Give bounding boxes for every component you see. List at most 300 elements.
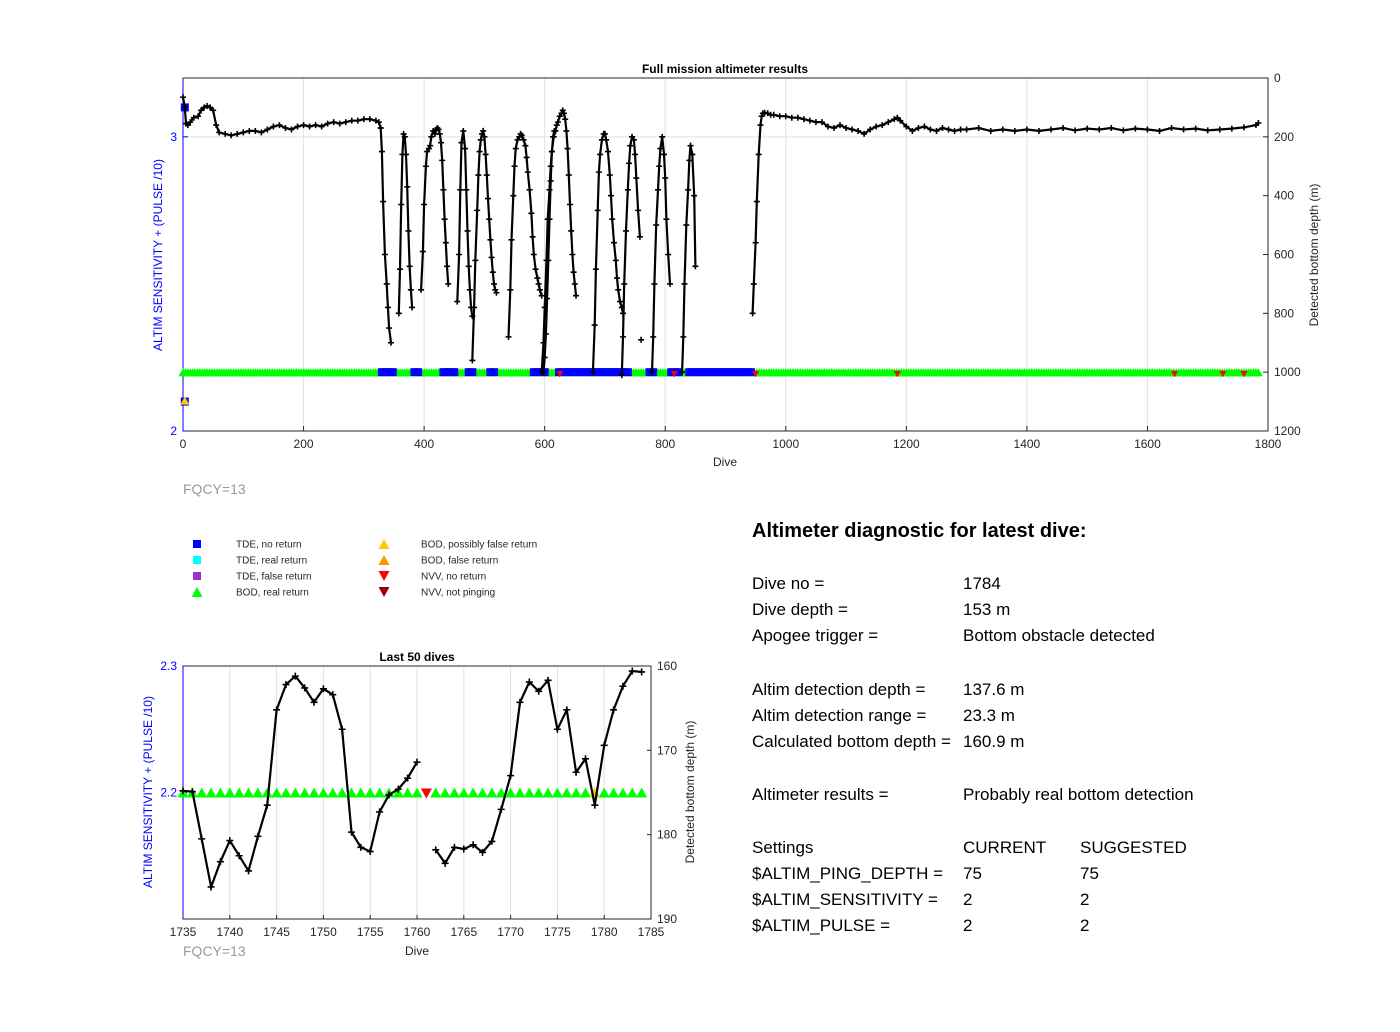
bod-real-return-marker	[402, 788, 413, 798]
bottom-depth-point	[653, 222, 659, 228]
bottom-depth-point	[420, 249, 426, 255]
diagnostic-key: Dive depth =	[752, 600, 848, 619]
bottom-depth-point	[617, 299, 623, 305]
bod-real-return-marker	[486, 788, 497, 798]
top-x-tick-label: 1000	[772, 437, 800, 451]
diagnostic-key: Dive no =	[752, 574, 825, 593]
bottom-depth-point	[384, 281, 390, 287]
bottom-depth-point	[662, 175, 668, 181]
bottom-depth-point	[273, 706, 280, 713]
bottom-depth-point	[493, 290, 499, 296]
bottom-depth-point	[807, 118, 813, 124]
bottom-depth-point	[682, 281, 688, 287]
bottom-depth-point	[1157, 128, 1163, 134]
bottom-depth-point	[753, 240, 759, 246]
bottom-depth-line	[509, 134, 542, 337]
diagnostic-suggested-value: SUGGESTED	[1080, 838, 1187, 857]
top-x-tick-label: 800	[655, 437, 676, 451]
bod-real-return-marker	[608, 788, 619, 798]
bottom-depth-point	[240, 129, 246, 135]
bottom-depth-point	[563, 706, 570, 713]
bottom-depth-point	[813, 119, 819, 125]
bottom-depth-point	[692, 263, 698, 269]
bottom-y-right-label: Detected bottom depth (m)	[683, 720, 697, 864]
top-ticks	[170, 71, 1301, 451]
bottom-depth-point	[349, 118, 355, 124]
bottom-depth-line	[472, 131, 496, 361]
bottom-depth-line	[753, 113, 1259, 314]
top-y-right-tick-label: 1000	[1274, 365, 1301, 380]
bottom-depth-point	[343, 119, 349, 125]
bottom-depth-point	[491, 281, 497, 287]
bottom-depth-point	[522, 143, 528, 149]
bottom-depth-point	[485, 196, 491, 202]
diagnostic-row	[752, 680, 1312, 702]
bottom-depth-point	[407, 263, 413, 269]
legend-marker	[379, 555, 390, 565]
bottom-depth-point	[958, 126, 964, 132]
bottom-depth-point	[608, 193, 614, 199]
bod-real-return-marker	[309, 788, 320, 798]
bottom-depth-point	[445, 281, 451, 287]
tde-no-return-marker	[468, 368, 476, 376]
bottom-depth-point	[603, 137, 609, 143]
bottom-depth-point	[549, 149, 555, 155]
bottom-depth-point	[403, 151, 409, 157]
bottom-depth-point	[331, 119, 337, 125]
bottom-depth-point	[607, 172, 613, 178]
tde-no-return-marker	[389, 368, 397, 376]
bod-real-return-marker	[318, 788, 329, 798]
bottom-depth-point	[952, 128, 958, 134]
bod-real-return-marker	[252, 788, 263, 798]
bottom-depth-point	[444, 263, 450, 269]
bottom-depth-point	[507, 287, 513, 293]
bottom-depth-point	[382, 252, 388, 258]
bottom-depth-point	[555, 119, 561, 125]
bottom-depth-point	[777, 113, 783, 119]
bottom-depth-line	[399, 134, 412, 313]
bottom-depth-point	[554, 726, 561, 733]
bod-real-return-marker	[440, 788, 451, 798]
diagnostic-row	[752, 864, 1312, 886]
top-y-right-tick-label: 200	[1274, 129, 1295, 144]
bottom-depth-point	[1144, 126, 1150, 132]
bottom-x-tick-label: 1735	[169, 925, 197, 939]
bod-real-return-marker	[196, 788, 207, 798]
bottom-depth-point	[620, 334, 626, 340]
top-y-right-label: Detected bottom depth (m)	[1307, 183, 1321, 327]
bottom-depth-point	[605, 149, 611, 155]
bottom-depth-point	[313, 122, 319, 128]
bottom-depth-point	[510, 193, 516, 199]
bod-real-return-marker	[206, 788, 217, 798]
bottom-depth-point	[467, 287, 473, 293]
bottom-depth-point	[524, 154, 530, 160]
diagnostic-key: Calculated bottom depth =	[752, 732, 951, 751]
bottom-depth-point	[757, 122, 763, 128]
bottom-depth-point	[625, 187, 631, 193]
bod-real-return-marker	[299, 788, 310, 798]
bottom-x-tick-label: 1750	[310, 925, 337, 939]
bottom-depth-point	[469, 357, 475, 363]
bottom-depth-point	[397, 266, 403, 272]
bottom-depth-point	[683, 222, 689, 228]
top-x-tick-label: 1800	[1254, 437, 1282, 451]
bottom-depth-point	[339, 726, 346, 733]
bottom-depth-point	[379, 149, 385, 155]
bottom-depth-point	[613, 257, 619, 263]
bod-real-return-marker	[365, 788, 376, 798]
legend-label: BOD, real return	[236, 587, 309, 599]
bottom-depth-point	[771, 112, 777, 118]
bottom-y-right-tick-label: 180	[657, 827, 678, 842]
legend-marker	[193, 556, 201, 564]
bottom-depth-point	[530, 234, 536, 240]
top-x-tick-label: 400	[414, 437, 435, 451]
bottom-x-tick-label: 1780	[590, 925, 618, 939]
bottom-depth-point	[208, 883, 215, 890]
bottom-depth-point	[534, 275, 540, 281]
top-fqcy-note: FQCY=13	[183, 481, 246, 497]
diagnostic-row	[752, 890, 1312, 912]
diagnostic-row	[752, 706, 1312, 728]
bod-real-return-marker	[430, 788, 441, 798]
bottom-depth-point	[457, 187, 463, 193]
bottom-depth-point	[512, 163, 518, 169]
top-grid	[183, 78, 1268, 431]
bottom-y-right-tick-label: 190	[657, 912, 678, 926]
bottom-depth-point	[638, 668, 645, 675]
bottom-depth-line	[183, 97, 381, 135]
bottom-depth-point	[1120, 127, 1126, 133]
bottom-depth-point	[439, 157, 445, 163]
bottom-depth-point	[443, 240, 449, 246]
top-y-right-tick-label: 1200	[1274, 424, 1301, 438]
bottom-depth-point	[386, 325, 392, 331]
diagnostic-header: Altimeter diagnostic for latest dive:	[752, 520, 1087, 542]
bottom-depth-line	[381, 128, 391, 343]
diagnostic-value: 2	[963, 916, 973, 935]
bottom-depth-point	[1048, 126, 1054, 132]
bottom-depth-point	[592, 322, 598, 328]
bottom-depth-point	[1060, 125, 1066, 131]
bottom-depth-point	[405, 228, 411, 234]
bottom-depth-point	[655, 187, 661, 193]
diagnostic-key: Altim detection depth =	[752, 680, 926, 699]
bottom-depth-point	[367, 848, 374, 855]
bottom-depth-point	[525, 169, 531, 175]
bottom-depth-point	[789, 115, 795, 121]
nvv-no-return-marker	[421, 789, 432, 799]
bottom-depth-point	[1036, 128, 1042, 134]
top-x-tick-label: 1200	[892, 437, 920, 451]
top-x-tick-label: 600	[534, 437, 555, 451]
bottom-depth-point	[1205, 127, 1211, 133]
bottom-depth-point	[566, 172, 572, 178]
top-x-tick-label: 200	[293, 437, 314, 451]
bottom-depth-point	[198, 835, 205, 842]
bottom-depth-point	[355, 118, 361, 124]
bottom-depth-point	[516, 699, 523, 706]
bottom-depth-point	[396, 310, 402, 316]
bottom-depth-point	[427, 143, 433, 149]
bottom-x-tick-label: 1740	[216, 925, 244, 939]
bod-real-return-marker	[477, 788, 488, 798]
bottom-depth-point	[536, 281, 542, 287]
bod-real-return-marker	[374, 788, 385, 798]
bottom-depth-point	[484, 172, 490, 178]
bottom-depth-point	[307, 124, 313, 130]
bottom-y-left-tick-label: 2.3	[160, 659, 177, 673]
bottom-depth-point	[528, 210, 534, 216]
bottom-depth-point	[487, 237, 493, 243]
bottom-depth-point	[480, 128, 486, 134]
bottom-x-tick-label: 1760	[403, 925, 431, 939]
bottom-depth-point	[663, 216, 669, 222]
bottom-marks	[178, 668, 648, 891]
legend-marker	[193, 572, 201, 580]
bottom-depth-point	[506, 334, 512, 340]
bod-real-return-marker	[234, 788, 245, 798]
bottom-depth-point	[301, 122, 307, 128]
bottom-depth-point	[537, 287, 543, 293]
bod-real-return-marker	[327, 788, 338, 798]
bod-real-return-marker	[636, 788, 647, 798]
bottom-depth-point	[554, 122, 560, 128]
bod-real-return-marker	[355, 788, 366, 798]
bottom-y-left-label: ALTIM SENSITIVITY + (PULSE /10)	[141, 696, 155, 888]
bottom-depth-point	[490, 269, 496, 275]
bottom-depth-point	[615, 287, 621, 293]
diagnostic-key: Apogee trigger =	[752, 626, 879, 645]
bod-real-return-marker	[271, 788, 282, 798]
bottom-depth-point	[596, 169, 602, 175]
bottom-depth-point	[849, 126, 855, 132]
diagnostic-suggested-value: 75	[1080, 864, 1099, 883]
bottom-depth-point	[1000, 126, 1006, 132]
diagnostic-key: $ALTIM_PULSE =	[752, 916, 891, 935]
bod-real-return-marker	[215, 788, 226, 798]
diagnostic-key: Settings	[752, 838, 814, 857]
bottom-depth-point	[527, 187, 533, 193]
bottom-depth-point	[548, 178, 554, 184]
bottom-depth-point	[465, 228, 471, 234]
bottom-depth-point	[635, 207, 641, 213]
bottom-depth-point	[610, 706, 617, 713]
bod-real-return-marker	[627, 788, 638, 798]
bottom-depth-point	[440, 187, 446, 193]
bottom-depth-line	[436, 671, 642, 863]
diagnostic-key: $ALTIM_SENSITIVITY =	[752, 890, 938, 909]
bottom-depth-point	[222, 131, 228, 137]
bottom-depth-point	[750, 310, 756, 316]
bottom-depth-line	[183, 676, 417, 887]
bottom-depth-point	[627, 143, 633, 149]
bottom-depth-point	[180, 94, 186, 100]
last-50-dives-chart	[141, 650, 697, 959]
bottom-depth-point	[609, 216, 615, 222]
bottom-depth-point	[513, 146, 519, 152]
bottom-depth-point	[691, 193, 697, 199]
diagnostic-value: 1784	[963, 574, 1001, 593]
bottom-y-right-tick-label: 170	[657, 743, 678, 758]
bottom-depth-point	[560, 107, 566, 113]
diagnostic-row	[752, 626, 1312, 648]
bod-real-return-marker	[337, 788, 348, 798]
bottom-depth-point	[562, 116, 568, 122]
bottom-depth-point	[601, 742, 608, 749]
bod-real-return-marker	[280, 788, 291, 798]
bottom-y-left-tick-label: 2.2	[160, 785, 177, 800]
bod-real-return-marker	[412, 788, 423, 798]
bottom-depth-point	[398, 201, 404, 207]
bottom-depth-point	[437, 131, 443, 137]
bottom-depth-point	[665, 252, 671, 258]
bottom-x-tick-label: 1755	[356, 925, 384, 939]
bottom-depth-point	[388, 340, 394, 346]
diagnostic-panel	[752, 520, 1352, 950]
bottom-depth-point	[1132, 126, 1138, 132]
bottom-depth-point	[462, 146, 468, 152]
bottom-depth-point	[964, 126, 970, 132]
bod-real-return-marker	[599, 788, 610, 798]
top-y-left-tick-label: 3	[170, 129, 177, 144]
bottom-depth-point	[751, 281, 757, 287]
bottom-depth-point	[623, 228, 629, 234]
tde-no-return-marker	[450, 368, 458, 376]
bottom-depth-point	[460, 128, 466, 134]
bottom-depth-point	[216, 129, 222, 135]
bottom-x-axis-label: Dive	[404, 944, 430, 958]
legend	[192, 539, 538, 598]
bottom-depth-point	[228, 132, 234, 138]
diagnostic-key: $ALTIM_PING_DEPTH =	[752, 864, 943, 883]
legend-marker	[192, 587, 203, 597]
legend-label: NVV, not pinging	[421, 587, 496, 599]
top-x-tick-label: 0	[179, 437, 187, 451]
bottom-depth-point	[456, 252, 462, 258]
top-x-tick-label: 1600	[1134, 437, 1161, 451]
bottom-depth-point	[401, 131, 407, 137]
bod-real-return-marker	[290, 788, 301, 798]
bottom-depth-point	[597, 151, 603, 157]
diagnostic-row	[752, 916, 1312, 938]
bottom-depth-point	[659, 134, 665, 140]
bottom-depth-point	[438, 140, 444, 146]
top-y-left-tick-label: 2	[170, 424, 177, 438]
legend-marker	[379, 571, 390, 581]
bottom-depth-point	[1108, 125, 1114, 131]
bottom-depth-point	[633, 175, 639, 181]
bod-real-return-marker	[617, 788, 628, 798]
bod-real-return-marker	[524, 788, 535, 798]
bottom-depth-point	[667, 281, 673, 287]
bottom-depth-point	[442, 216, 448, 222]
bottom-depth-point	[463, 187, 469, 193]
bottom-depth-point	[1229, 126, 1235, 132]
top-y-right-tick-label: 0	[1274, 71, 1281, 85]
bottom-depth-point	[385, 304, 391, 310]
top-y-right-tick-label: 400	[1274, 188, 1295, 203]
bod-real-return-marker	[514, 788, 525, 798]
legend-marker	[379, 539, 390, 549]
top-marks	[179, 94, 1263, 405]
diagnostic-row	[752, 732, 1312, 754]
diagnostic-row	[752, 838, 1312, 860]
bottom-depth-point	[946, 126, 952, 132]
legend-label: NVV, no return	[421, 571, 487, 583]
bottom-depth-point	[650, 334, 656, 340]
bottom-depth-line	[622, 137, 640, 375]
bottom-depth-point	[234, 131, 240, 137]
bottom-depth-point	[611, 240, 617, 246]
legend-marker	[379, 587, 390, 597]
bottom-depth-point	[651, 281, 657, 287]
diagnostic-value: 75	[963, 864, 982, 883]
bottom-depth-point	[976, 125, 982, 131]
bottom-depth-point	[1024, 126, 1030, 132]
bottom-depth-point	[531, 252, 537, 258]
bottom-depth-point	[404, 184, 410, 190]
diagnostic-value: 153 m	[963, 600, 1011, 619]
top-y-right-tick-label: 800	[1274, 306, 1295, 321]
bod-real-return-marker	[533, 788, 544, 798]
diagnostic-row	[752, 600, 1312, 622]
bottom-depth-point	[685, 187, 691, 193]
diagnostic-value: 23.3 m	[963, 706, 1015, 725]
bottom-depth-point	[454, 299, 460, 305]
diagnostic-value: CURRENT	[963, 838, 1047, 857]
bottom-depth-point	[507, 772, 514, 779]
bottom-depth-point	[621, 281, 627, 287]
bottom-x-tick-label: 1765	[450, 925, 478, 939]
bottom-depth-point	[680, 334, 686, 340]
bod-real-return-marker	[543, 788, 554, 798]
bottom-depth-point	[569, 252, 575, 258]
bottom-depth-point	[428, 134, 434, 140]
legend-label: BOD, false return	[421, 555, 499, 567]
bottom-depth-point	[509, 237, 515, 243]
bottom-depth-point	[626, 160, 632, 166]
top-plot-frame	[183, 78, 1268, 431]
bottom-depth-point	[637, 234, 643, 240]
bottom-depth-point	[533, 266, 539, 272]
legend-label: TDE, real return	[236, 555, 308, 567]
bottom-depth-point	[474, 207, 480, 213]
bottom-depth-point	[421, 201, 427, 207]
bottom-depth-point	[408, 287, 414, 293]
bottom-depth-point	[466, 263, 472, 269]
bottom-depth-point	[573, 293, 579, 299]
bottom-depth-point	[1096, 126, 1102, 132]
bottom-depth-point	[563, 128, 569, 134]
bottom-depth-point	[1193, 126, 1199, 132]
bottom-depth-point	[614, 275, 620, 281]
bottom-depth-point	[632, 151, 638, 157]
bottom-depth-point	[1072, 127, 1078, 133]
bod-real-return-marker	[561, 788, 572, 798]
bottom-depth-point	[656, 163, 662, 169]
bottom-x-tick-label: 1775	[544, 925, 571, 939]
diagnostic-value: Bottom obstacle detected	[963, 626, 1155, 645]
bottom-depth-point	[477, 149, 483, 155]
legend-label: BOD, possibly false return	[421, 539, 538, 551]
diagnostic-value: Probably real bottom detection	[963, 785, 1194, 804]
bottom-x-tick-label: 1745	[263, 925, 290, 939]
bod-real-return-marker	[224, 788, 235, 798]
bottom-depth-point	[595, 207, 601, 213]
